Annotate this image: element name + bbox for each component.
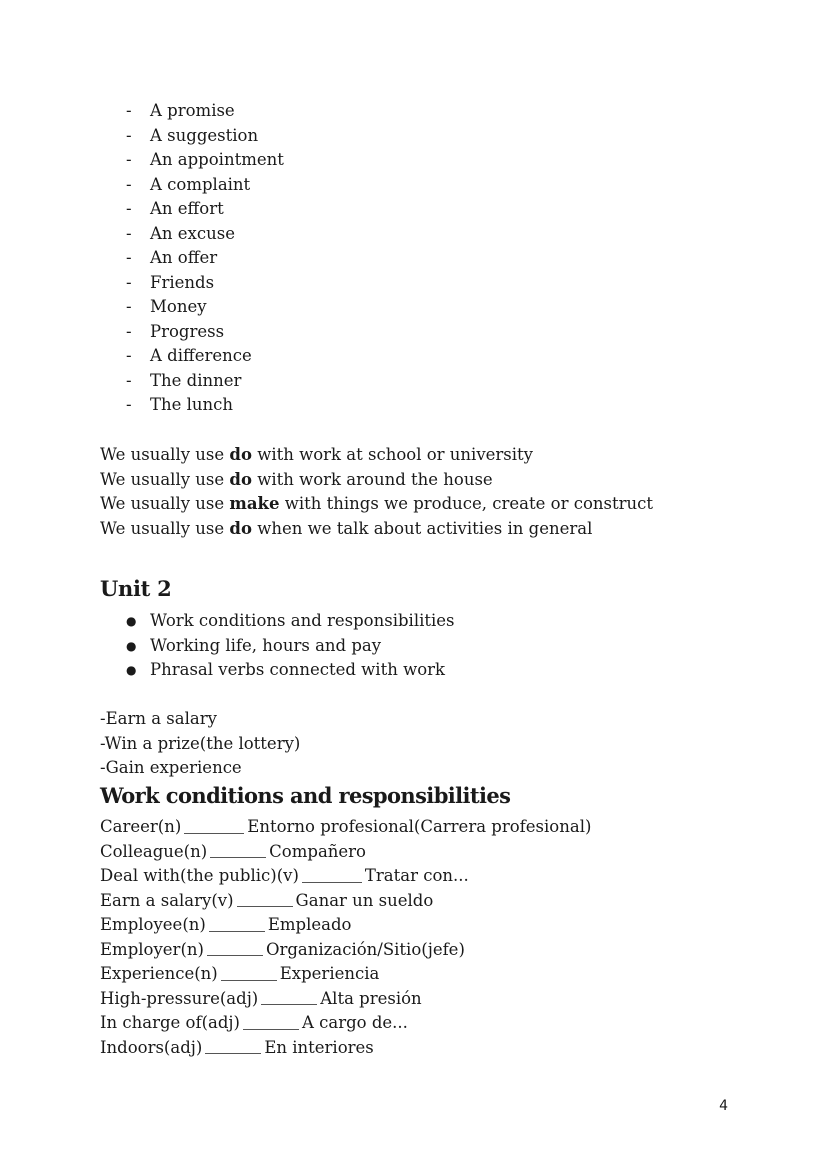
vocab-row [100, 815, 591, 840]
list-item-text: Friends [150, 272, 215, 292]
list-item-text: An offer [150, 248, 218, 267]
vocab-translation: Tratar con... [364, 866, 469, 885]
list-item [126, 197, 284, 222]
vocab-row [100, 840, 591, 865]
vocab-row [100, 864, 591, 889]
list-item [126, 344, 284, 369]
list-item-text: The dinner [150, 370, 242, 390]
list-item [126, 393, 284, 418]
vocab-translation: Compañero [269, 841, 366, 861]
rule-verb: do [229, 518, 252, 538]
vocab-row [100, 987, 591, 1012]
phrase: -Earn a salary [100, 709, 217, 728]
list-item-text: Money [150, 297, 207, 316]
list-item [126, 609, 455, 634]
rule-suffix: with work around the house [251, 469, 493, 489]
vocab-row [100, 913, 591, 938]
list-item-text: A difference [150, 346, 252, 365]
list-item [126, 271, 284, 296]
bullet-icon: ● [126, 638, 137, 653]
dash-marker: - [126, 174, 132, 194]
topic-text: Work conditions and responsibilities [150, 611, 455, 630]
dash-marker: - [126, 101, 132, 120]
list-item [126, 222, 284, 247]
vocab-translation: Ganar un sueldo [295, 890, 434, 910]
usage-rule [100, 443, 653, 468]
rule-verb: make [229, 494, 280, 513]
unit-heading: Unit 2 [100, 576, 172, 601]
dash-marker: - [126, 321, 132, 341]
section-heading: Work conditions and responsibilities [100, 783, 511, 808]
topic-text: Working life, hours and pay [150, 635, 382, 655]
list-item [126, 369, 284, 394]
list-item-text: A suggestion [150, 125, 259, 145]
vocab-row [100, 1011, 591, 1036]
page-number: 4 [719, 1098, 728, 1114]
list-item [126, 320, 284, 345]
list-item-text: An effort [150, 199, 224, 218]
phrase: -Win a prize(the lottery) [100, 733, 301, 753]
vocab-term: High-pressure(adj) [100, 988, 259, 1008]
dash-marker: - [126, 395, 132, 414]
phrase: -Gain experience [100, 758, 242, 777]
blank-line [261, 1004, 317, 1005]
rule-suffix: with things we produce, create or construct [279, 494, 654, 513]
vocab-term: In charge of(adj) [100, 1013, 240, 1032]
blank-line [221, 980, 277, 981]
vocab-row [100, 889, 591, 914]
vocab-term: Indoors(adj) [100, 1037, 203, 1057]
blank-line [243, 1029, 299, 1030]
rule-verb: do [229, 445, 252, 464]
blank-line [209, 931, 265, 932]
list-item-text: The lunch [150, 395, 234, 414]
list-item [126, 658, 455, 683]
vocab-translation: Organización/Sitio(jefe) [265, 939, 465, 959]
vocab-term: Employer(n) [100, 939, 204, 959]
vocab-term: Deal with(the public)(v) [100, 866, 299, 885]
list-item [126, 634, 455, 659]
vocab-row [100, 1036, 591, 1061]
list-item-text: A promise [150, 101, 235, 120]
phrase-list [100, 707, 300, 781]
dash-marker: - [126, 223, 132, 243]
vocab-term: Colleague(n) [100, 841, 208, 861]
usage-rule [100, 517, 653, 542]
blank-line [184, 833, 244, 834]
dash-marker: - [126, 150, 132, 169]
usage-rule [100, 468, 653, 493]
list-item [126, 124, 284, 149]
vocab-translation: Alta presión [320, 988, 422, 1008]
rule-suffix: when we talk about activities in general [251, 518, 593, 538]
list-item [126, 295, 284, 320]
list-item [126, 99, 284, 124]
usage-rule [100, 492, 653, 517]
list-item-text: A complaint [150, 174, 251, 194]
dash-marker: - [126, 199, 132, 218]
rule-verb: do [229, 469, 252, 489]
blank-line [237, 906, 293, 907]
vocab-translation: Experiencia [279, 964, 380, 983]
usage-rules [100, 443, 653, 541]
bullet-icon: ● [126, 663, 137, 677]
vocab-term: Earn a salary(v) [100, 890, 234, 910]
dash-marker: - [126, 125, 132, 145]
rule-suffix: with work at school or university [251, 445, 533, 464]
vocab-translation: Empleado [267, 915, 352, 934]
dash-marker: - [126, 297, 132, 316]
bullet-icon: ● [126, 614, 137, 628]
vocab-row [100, 938, 591, 963]
dash-marker: - [126, 370, 132, 390]
unit-topics-list [126, 609, 455, 683]
list-item [126, 173, 284, 198]
vocab-row [100, 962, 591, 987]
topic-text: Phrasal verbs connected with work [150, 660, 446, 679]
vocab-term: Employee(n) [100, 915, 206, 934]
vocab-translation: En interiores [264, 1037, 374, 1057]
list-item-text: An appointment [150, 150, 284, 169]
list-item-text: An excuse [150, 223, 235, 243]
rule-prefix: We usually use [100, 518, 230, 538]
vocab-term: Experience(n) [100, 964, 218, 983]
vocab-term: Career(n) [100, 817, 182, 836]
blank-line [302, 882, 362, 883]
dash-marker: - [126, 272, 132, 292]
dash-marker: - [126, 248, 132, 267]
blank-line [210, 857, 266, 858]
vocab-translation: A cargo de... [301, 1013, 408, 1032]
rule-prefix: We usually use [100, 445, 230, 464]
list-item-text: Progress [150, 321, 225, 341]
collocation-list [126, 99, 284, 418]
vocab-translation: Entorno profesional(Carrera profesional) [247, 817, 592, 836]
rule-prefix: We usually use [100, 494, 230, 513]
list-item [126, 148, 284, 173]
blank-line [205, 1053, 261, 1054]
rule-prefix: We usually use [100, 469, 230, 489]
dash-marker: - [126, 346, 132, 365]
vocabulary-list [100, 815, 591, 1060]
list-item [126, 246, 284, 271]
blank-line [207, 955, 263, 956]
